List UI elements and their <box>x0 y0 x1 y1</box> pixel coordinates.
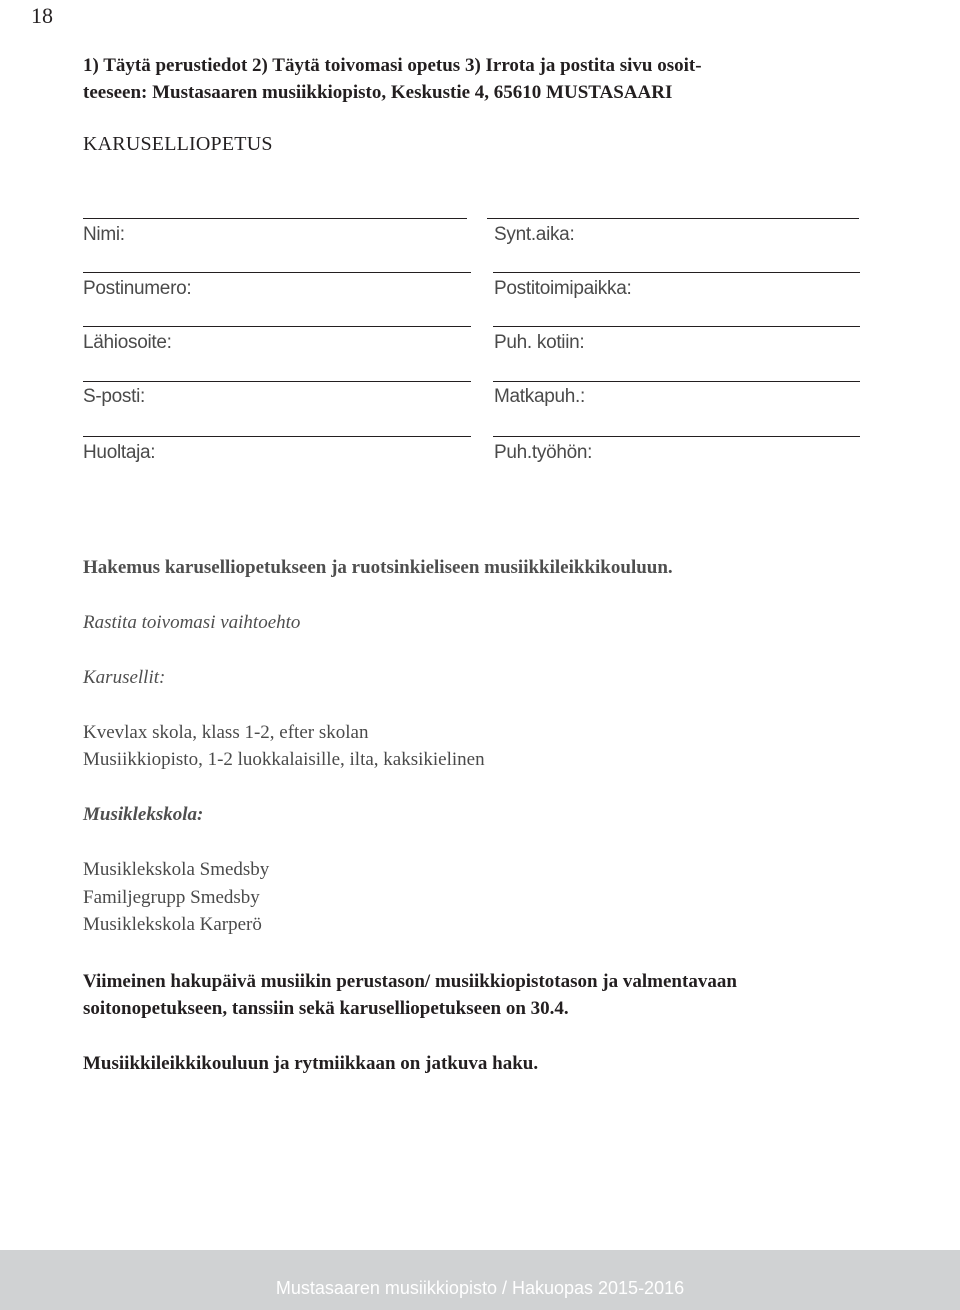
field-line[interactable] <box>83 436 471 437</box>
post-office-field-label: Postitoimipaikka: <box>494 278 632 299</box>
application-instruction: Rastita toivomasi vaihtoehto <box>83 612 301 633</box>
home-phone-field-label: Puh. kotiin: <box>494 332 585 353</box>
music-school-option[interactable]: Musiklekskola Karperö <box>83 914 262 935</box>
field-line[interactable] <box>83 272 471 273</box>
postal-code-field-label: Postinumero: <box>83 278 192 299</box>
music-school-option[interactable]: Familjegrupp Smedsby <box>83 887 260 908</box>
page-number: 18 <box>31 3 53 28</box>
deadline-notice-line-2: soitonopetukseen, tanssiin sekä karuselliopetukseen on 30.4. <box>83 998 569 1019</box>
instructions-line-2: teeseen: Mustasaaren musiikkiopisto, Keskustie 4, 65610 MUSTASAARI <box>83 82 673 103</box>
carousel-option[interactable]: Musiikkiopisto, 1-2 luokkalaisille, ilta, kaksikielinen <box>83 749 485 770</box>
field-line[interactable] <box>493 272 860 273</box>
field-line[interactable] <box>493 381 860 382</box>
carousel-option[interactable]: Kvevlax skola, klass 1-2, efter skolan <box>83 722 369 743</box>
field-line[interactable] <box>83 218 467 219</box>
work-phone-field-label: Puh.työhön: <box>494 442 593 463</box>
instructions-line-1: 1) Täytä perustiedot 2) Täytä toivomasi opetus 3) Irrota ja postita sivu osoit- <box>83 55 702 76</box>
field-line[interactable] <box>493 436 860 437</box>
application-heading: Hakemus karuselliopetukseen ja ruotsinkieliseen musiikkileikkikouluun. <box>83 557 673 578</box>
music-school-option[interactable]: Musiklekskola Smedsby <box>83 859 270 880</box>
birth-date-field-label: Synt.aika: <box>494 224 575 245</box>
street-address-field-label: Lähiosoite: <box>83 332 172 353</box>
music-school-label: Musiklekskola: <box>83 804 204 825</box>
continuous-application-notice: Musiikkileikkikouluun ja rytmiikkaan on jatkuva haku. <box>83 1053 539 1074</box>
deadline-notice-line-1: Viimeinen hakupäivä musiikin perustason/ musiikkiopistotason ja valmentavaan <box>83 971 737 992</box>
field-line[interactable] <box>487 218 859 219</box>
section-title: KARUSELLIOPETUS <box>83 133 273 155</box>
email-field-label: S-posti: <box>83 386 146 407</box>
field-line[interactable] <box>83 326 471 327</box>
footer-text: Mustasaaren musiikkiopisto / Hakuopas 2015-2016 <box>275 1278 685 1298</box>
name-field-label: Nimi: <box>83 224 125 245</box>
field-line[interactable] <box>493 326 860 327</box>
carousels-label: Karusellit: <box>83 667 166 688</box>
mobile-phone-field-label: Matkapuh.: <box>494 386 585 407</box>
guardian-field-label: Huoltaja: <box>83 442 156 463</box>
field-line[interactable] <box>83 381 471 382</box>
